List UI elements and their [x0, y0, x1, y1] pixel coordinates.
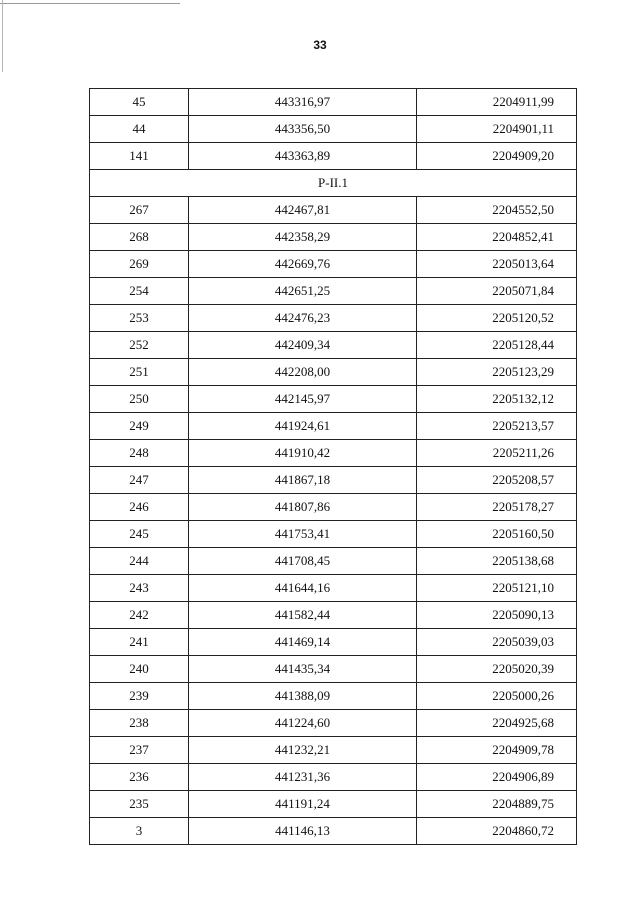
x-coordinate-cell: 441435,34: [189, 656, 417, 683]
scan-edge-left: [2, 0, 3, 72]
table-row: [90, 521, 577, 548]
y-coordinate-cell: 2205090,13: [417, 602, 577, 629]
table-row: [90, 818, 577, 845]
point-number-cell: 44: [90, 116, 189, 143]
table-row: [90, 332, 577, 359]
point-number-cell: 243: [90, 575, 189, 602]
table-row: [90, 197, 577, 224]
x-coordinate-cell: 442467,81: [189, 197, 417, 224]
point-number-cell: 3: [90, 818, 189, 845]
y-coordinate-cell: 2205160,50: [417, 521, 577, 548]
section-header-row: [90, 170, 577, 197]
y-coordinate-cell: 2205013,64: [417, 251, 577, 278]
page-number: 33: [313, 38, 327, 52]
x-coordinate-cell: 441708,45: [189, 548, 417, 575]
x-coordinate-cell: 443356,50: [189, 116, 417, 143]
point-number-cell: 254: [90, 278, 189, 305]
scan-edge-top: [0, 3, 180, 4]
table-row: [90, 467, 577, 494]
table-row: [90, 629, 577, 656]
point-number-cell: 251: [90, 359, 189, 386]
point-number-cell: 241: [90, 629, 189, 656]
x-coordinate-cell: 441753,41: [189, 521, 417, 548]
point-number-cell: 45: [90, 89, 189, 116]
x-coordinate-cell: 441469,14: [189, 629, 417, 656]
x-coordinate-cell: 442208,00: [189, 359, 417, 386]
section-title: Р-II.1: [90, 170, 577, 197]
table-row: [90, 89, 577, 116]
x-coordinate-cell: 441224,60: [189, 710, 417, 737]
y-coordinate-cell: 2204909,78: [417, 737, 577, 764]
table-row: [90, 791, 577, 818]
x-coordinate-cell: 441644,16: [189, 575, 417, 602]
y-coordinate-cell: 2205178,27: [417, 494, 577, 521]
y-coordinate-cell: 2205121,10: [417, 575, 577, 602]
y-coordinate-cell: 2204852,41: [417, 224, 577, 251]
y-coordinate-cell: 2205071,84: [417, 278, 577, 305]
x-coordinate-cell: 443363,89: [189, 143, 417, 170]
x-coordinate-cell: 442651,25: [189, 278, 417, 305]
table-row: [90, 710, 577, 737]
point-number-cell: 242: [90, 602, 189, 629]
point-number-cell: 237: [90, 737, 189, 764]
y-coordinate-cell: 2205000,26: [417, 683, 577, 710]
x-coordinate-cell: 441867,18: [189, 467, 417, 494]
y-coordinate-cell: 2204901,11: [417, 116, 577, 143]
point-number-cell: 252: [90, 332, 189, 359]
point-number-cell: 267: [90, 197, 189, 224]
table-row: [90, 359, 577, 386]
table-row: [90, 494, 577, 521]
y-coordinate-cell: 2204911,99: [417, 89, 577, 116]
point-number-cell: 269: [90, 251, 189, 278]
table-row: [90, 440, 577, 467]
x-coordinate-cell: 441388,09: [189, 683, 417, 710]
point-number-cell: 238: [90, 710, 189, 737]
table-row: [90, 413, 577, 440]
y-coordinate-cell: 2205039,03: [417, 629, 577, 656]
y-coordinate-cell: 2204925,68: [417, 710, 577, 737]
y-coordinate-cell: 2205020,39: [417, 656, 577, 683]
y-coordinate-cell: 2205213,57: [417, 413, 577, 440]
point-number-cell: 141: [90, 143, 189, 170]
point-number-cell: 250: [90, 386, 189, 413]
point-number-cell: 248: [90, 440, 189, 467]
table-row: [90, 305, 577, 332]
x-coordinate-cell: 441232,21: [189, 737, 417, 764]
x-coordinate-cell: 442145,97: [189, 386, 417, 413]
table-row: [90, 602, 577, 629]
y-coordinate-cell: 2205128,44: [417, 332, 577, 359]
point-number-cell: 247: [90, 467, 189, 494]
x-coordinate-cell: 441231,36: [189, 764, 417, 791]
table-row: [90, 386, 577, 413]
x-coordinate-cell: 441807,86: [189, 494, 417, 521]
point-number-cell: 244: [90, 548, 189, 575]
point-number-cell: 235: [90, 791, 189, 818]
y-coordinate-cell: 2205208,57: [417, 467, 577, 494]
x-coordinate-cell: 442358,29: [189, 224, 417, 251]
x-coordinate-cell: 442409,34: [189, 332, 417, 359]
x-coordinate-cell: 442476,23: [189, 305, 417, 332]
y-coordinate-cell: 2205120,52: [417, 305, 577, 332]
point-number-cell: 236: [90, 764, 189, 791]
y-coordinate-cell: 2205132,12: [417, 386, 577, 413]
table-row: [90, 764, 577, 791]
table-row: [90, 278, 577, 305]
point-number-cell: 246: [90, 494, 189, 521]
point-number-cell: 239: [90, 683, 189, 710]
point-number-cell: 249: [90, 413, 189, 440]
x-coordinate-cell: 441191,24: [189, 791, 417, 818]
x-coordinate-cell: 442669,76: [189, 251, 417, 278]
table-row: [90, 116, 577, 143]
table-row: [90, 548, 577, 575]
coordinates-table: [89, 88, 577, 845]
x-coordinate-cell: 441582,44: [189, 602, 417, 629]
x-coordinate-cell: 441924,61: [189, 413, 417, 440]
y-coordinate-cell: 2204906,89: [417, 764, 577, 791]
table-row: [90, 224, 577, 251]
y-coordinate-cell: 2204909,20: [417, 143, 577, 170]
coordinates-table-body: [90, 89, 577, 845]
x-coordinate-cell: 441910,42: [189, 440, 417, 467]
x-coordinate-cell: 443316,97: [189, 89, 417, 116]
table-row: [90, 575, 577, 602]
point-number-cell: 245: [90, 521, 189, 548]
y-coordinate-cell: 2204552,50: [417, 197, 577, 224]
table-row: [90, 143, 577, 170]
table-row: [90, 251, 577, 278]
point-number-cell: 240: [90, 656, 189, 683]
y-coordinate-cell: 2205123,29: [417, 359, 577, 386]
x-coordinate-cell: 441146,13: [189, 818, 417, 845]
y-coordinate-cell: 2205138,68: [417, 548, 577, 575]
point-number-cell: 253: [90, 305, 189, 332]
table-row: [90, 737, 577, 764]
y-coordinate-cell: 2204860,72: [417, 818, 577, 845]
table-row: [90, 656, 577, 683]
table-row: [90, 683, 577, 710]
y-coordinate-cell: 2205211,26: [417, 440, 577, 467]
point-number-cell: 268: [90, 224, 189, 251]
y-coordinate-cell: 2204889,75: [417, 791, 577, 818]
